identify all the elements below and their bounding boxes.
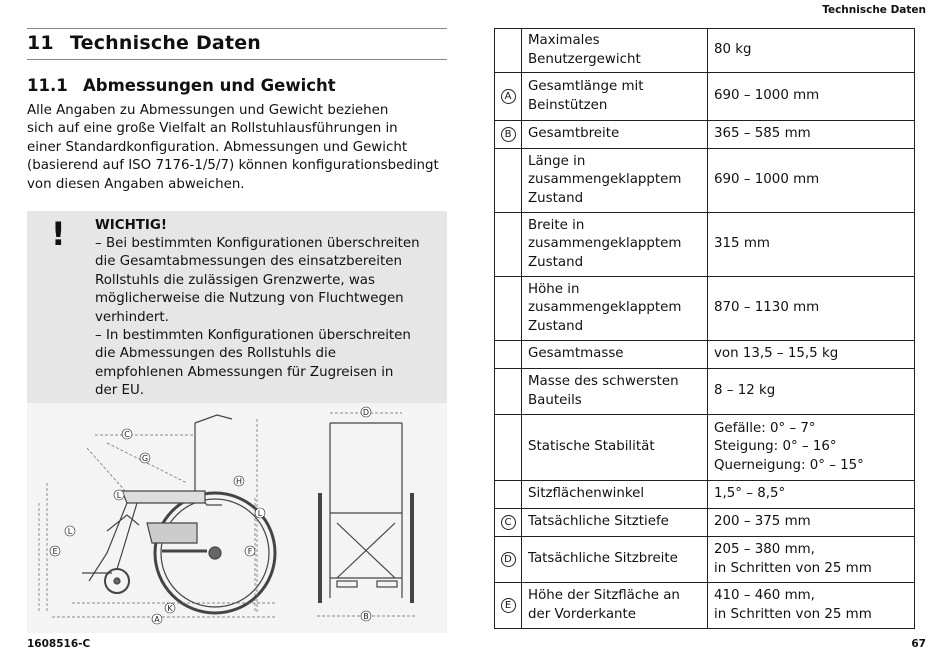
spec-value-line: Querneigung: 0° – 15° <box>714 457 864 473</box>
dimension-marker: D <box>501 552 516 567</box>
spec-label-cell <box>522 29 708 73</box>
spec-marker-cell <box>495 537 522 583</box>
spec-label-cell <box>522 537 708 583</box>
spec-marker-cell <box>495 29 522 73</box>
notice-item-line: möglicherweise die Nutzung von Fluchtwegen <box>95 291 404 307</box>
spec-marker-cell <box>495 277 522 341</box>
spec-label-line: Sitzflächenwinkel <box>528 486 645 502</box>
spec-marker-cell <box>495 415 522 481</box>
spec-label-line: Höhe in <box>528 281 580 297</box>
notice-item <box>95 327 435 401</box>
notice-item-line: der EU. <box>95 383 145 399</box>
dimension-marker: B <box>501 127 516 142</box>
spec-row <box>495 369 915 415</box>
spec-value-cell <box>708 73 915 121</box>
letter-l: L <box>257 509 263 518</box>
letter-f: F <box>247 547 253 556</box>
spec-label-cell <box>522 583 708 629</box>
spec-value-line: von 13,5 – 15,5 kg <box>714 346 839 362</box>
intro-line: einer Standardkonfiguration. Abmessungen und Gewicht <box>27 139 408 155</box>
letter-c: C <box>124 430 130 439</box>
section-heading <box>27 28 447 60</box>
spec-label-cell <box>522 341 708 369</box>
spec-label-line: zusammengeklapptem <box>528 172 682 188</box>
spec-label-line: Gesamtmasse <box>528 346 624 362</box>
spec-value-line: 8 – 12 kg <box>714 383 776 399</box>
letter-k: K <box>167 604 173 613</box>
subsection-title: Abmessungen und Gewicht <box>83 76 336 95</box>
intro-line: (basierend auf ISO 7176-1/5/7) können konfigurationsbedingt <box>27 158 439 174</box>
spec-value-line: 410 – 460 mm, <box>714 588 815 604</box>
spec-label-cell <box>522 277 708 341</box>
spec-marker-cell <box>495 369 522 415</box>
spec-row <box>495 509 915 537</box>
wheelchair-dimension-figure <box>27 403 447 633</box>
notice-item <box>95 235 435 327</box>
notice-item-line: die Abmessungen des Rollstuhls die <box>95 346 336 362</box>
spec-label-line: Zustand <box>528 190 584 206</box>
spec-value-line: 200 – 375 mm <box>714 514 811 530</box>
notice-item-line: – Bei bestimmten Konfigurationen überschreiten <box>95 236 420 252</box>
spec-row <box>495 341 915 369</box>
spec-label-line: Beinstützen <box>528 97 608 113</box>
spec-row <box>495 583 915 629</box>
spec-label-line: Bauteils <box>528 392 582 408</box>
spec-marker-cell <box>495 341 522 369</box>
spec-row <box>495 415 915 481</box>
letter-a: A <box>154 615 160 624</box>
spec-marker-cell <box>495 583 522 629</box>
spec-label-cell <box>522 415 708 481</box>
spec-marker-cell <box>495 149 522 213</box>
warning-icon: ! <box>51 215 66 254</box>
spec-marker-cell <box>495 509 522 537</box>
spec-row <box>495 121 915 149</box>
spec-value-line: 205 – 380 mm, <box>714 542 815 558</box>
intro-line: von diesen Angaben abweichen. <box>27 176 245 192</box>
spec-value-line: 365 – 585 mm <box>714 126 811 142</box>
spec-value-line: 315 mm <box>714 236 770 252</box>
section-number: 11 <box>27 32 54 54</box>
spec-marker-cell <box>495 73 522 121</box>
spec-label-line: zusammengeklapptem <box>528 236 682 252</box>
spec-value-cell <box>708 121 915 149</box>
spec-label-cell <box>522 509 708 537</box>
spec-label-line: Tatsächliche Sitzbreite <box>528 551 678 567</box>
spec-row <box>495 213 915 277</box>
spec-row <box>495 29 915 73</box>
subsection-number: 11.1 <box>27 76 68 95</box>
spec-label-line: Statische Stabilität <box>528 439 655 455</box>
spec-label-cell <box>522 481 708 509</box>
notice-item-line: – In bestimmten Konfigurationen überschreiten <box>95 328 411 344</box>
specifications-table <box>494 28 915 629</box>
spec-label-line: Gesamtlänge mit <box>528 79 644 95</box>
spec-value-cell <box>708 415 915 481</box>
spec-label-line: zusammengeklapptem <box>528 300 682 316</box>
spec-marker-cell <box>495 121 522 149</box>
spec-value-line: Steigung: 0° – 16° <box>714 439 837 455</box>
spec-row <box>495 537 915 583</box>
notice-title: WICHTIG! <box>95 218 168 234</box>
spec-label-line: Breite in <box>528 217 585 233</box>
spec-label-line: Zustand <box>528 318 584 334</box>
spec-label-line: Länge in <box>528 153 586 169</box>
spec-label-line: Maximales <box>528 33 600 49</box>
dimension-marker: A <box>501 89 516 104</box>
dimension-marker: E <box>501 598 516 613</box>
letter-l-left: L <box>67 527 73 536</box>
letter-e: E <box>52 547 58 556</box>
spec-value-cell <box>708 509 915 537</box>
spec-value-line: 870 – 1130 mm <box>714 300 820 316</box>
spec-value-cell <box>708 583 915 629</box>
intro-paragraph <box>27 102 447 194</box>
spec-label-line: Tatsächliche Sitztiefe <box>528 514 669 530</box>
spec-value-line: in Schritten von 25 mm <box>714 606 872 622</box>
spec-value-line: 690 – 1000 mm <box>714 172 820 188</box>
spec-label-line: Zustand <box>528 254 584 270</box>
spec-label-cell <box>522 369 708 415</box>
dimension-marker: C <box>501 515 516 530</box>
section-title: Technische Daten <box>70 32 262 54</box>
spec-label-cell <box>522 149 708 213</box>
intro-line: sich auf eine große Vielfalt an Rollstuhlausführungen in <box>27 121 398 137</box>
spec-label-line: Masse des schwersten <box>528 374 679 390</box>
letter-h: H <box>235 477 243 486</box>
important-notice <box>27 211 447 404</box>
running-head: Technische Daten <box>822 4 926 16</box>
spec-value-cell <box>708 277 915 341</box>
letter-d: D <box>362 408 370 417</box>
spec-label-line: Benutzergewicht <box>528 51 641 67</box>
spec-row <box>495 481 915 509</box>
letter-b: B <box>363 612 369 621</box>
notice-list <box>95 235 435 401</box>
spec-value-line: Gefälle: 0° – 7° <box>714 420 816 436</box>
letter-g: G <box>141 454 149 463</box>
spec-label-cell <box>522 121 708 149</box>
spec-value-cell <box>708 341 915 369</box>
spec-value-cell <box>708 213 915 277</box>
spec-value-cell <box>708 481 915 509</box>
spec-label-line: Gesamtbreite <box>528 126 620 142</box>
notice-item-line: die Gesamtabmessungen des einsatzbereiten <box>95 254 402 270</box>
document-number: 1608516-C <box>27 638 91 650</box>
spec-value-line: 80 kg <box>714 42 752 58</box>
spec-value-cell <box>708 29 915 73</box>
left-column <box>27 28 447 404</box>
intro-line: Alle Angaben zu Abmessungen und Gewicht beziehen <box>27 103 389 118</box>
subsection-heading <box>27 76 447 95</box>
letter-l-upper: L <box>116 491 122 500</box>
notice-item-line: empfohlenen Abmessungen für Zugreisen in <box>95 364 394 380</box>
spec-value-cell <box>708 369 915 415</box>
spec-row <box>495 149 915 213</box>
page-number: 67 <box>911 638 926 650</box>
spec-label-cell <box>522 73 708 121</box>
spec-row <box>495 277 915 341</box>
spec-value-line: in Schritten von 25 mm <box>714 560 872 576</box>
spec-label-line: Höhe der Sitzfläche an <box>528 588 680 604</box>
spec-label-cell <box>522 213 708 277</box>
spec-row <box>495 73 915 121</box>
spec-marker-cell <box>495 213 522 277</box>
spec-value-line: 690 – 1000 mm <box>714 88 820 104</box>
spec-value-cell <box>708 537 915 583</box>
notice-item-line: verhindert. <box>95 309 169 325</box>
notice-item-line: Rollstuhls die zulässigen Grenzwerte, was <box>95 272 375 288</box>
spec-value-cell <box>708 149 915 213</box>
spec-label-line: der Vorderkante <box>528 606 637 622</box>
spec-value-line: 1,5° – 8,5° <box>714 486 786 502</box>
spec-marker-cell <box>495 481 522 509</box>
